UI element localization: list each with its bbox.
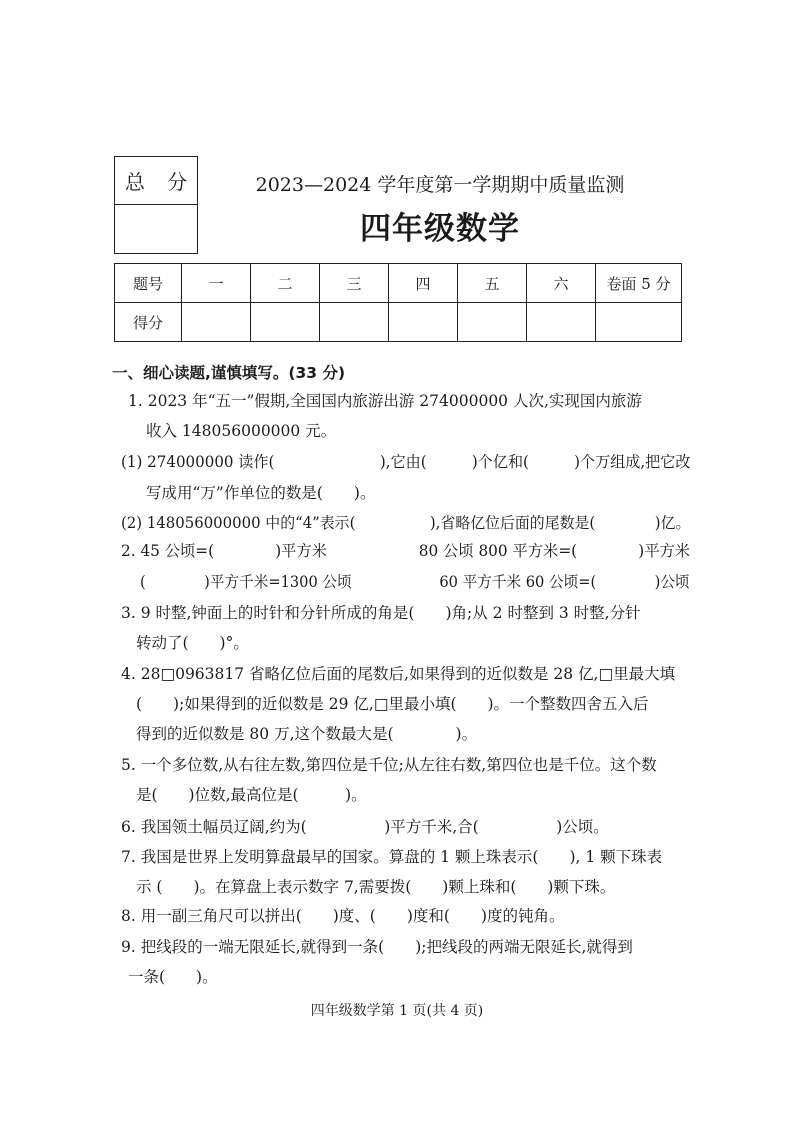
question-line: (1) 274000000 读作( ),它由( )个亿和( )个万组成,把它改	[121, 453, 691, 471]
question-line: 4. 28□0963817 省略亿位后面的尾数后,如果得到的近似数是 28 亿,□里最大填	[121, 665, 676, 683]
score-cell	[596, 303, 682, 342]
question-line: ( );如果得到的近似数是 29 亿,□里最小填( )。一个整数四舍五入后	[136, 695, 649, 713]
question-line: 5. 一个多位数,从右往左数,第四位是千位;从左往右数,第四位也是千位。这个数	[121, 756, 657, 774]
question-line: 一条( )。	[128, 968, 218, 986]
question-line: 3. 9 时整,钟面上的时针和分针所成的角是( )角;从 2 时整到 3 时整,分针	[121, 604, 641, 622]
score-cell	[458, 303, 527, 342]
question-line: 是( )位数,最高位是( )。	[136, 786, 367, 804]
exam-subtitle: 2023—2024 学年度第一学期期中质量监测	[255, 174, 625, 196]
total-score-field	[115, 205, 197, 253]
column-header-1: 一	[182, 264, 251, 303]
column-header-2: 二	[251, 264, 320, 303]
question-line: ( )平方千米=1300 公顷 60 平方千米 60 公顷=( )公顷	[140, 573, 690, 591]
question-line: 得到的近似数是 80 万,这个数最大是( )。	[136, 725, 478, 743]
column-header-3: 三	[320, 264, 389, 303]
question-line: 9. 把线段的一端无限延长,就得到一条( );把线段的两端无限延长,就得到	[121, 938, 633, 956]
row-header-score: 得分	[115, 303, 182, 342]
score-cell	[527, 303, 596, 342]
total-score-label: 总 分	[115, 157, 197, 205]
page-footer: 四年级数学第 1 页(共 4 页)	[310, 1003, 484, 1019]
exam-title: 四年级数学	[360, 211, 520, 247]
question-line: 7. 我国是世界上发明算盘最早的国家。算盘的 1 颗上珠表示( ), 1 颗下珠表	[121, 848, 663, 866]
question-line: 6. 我国领土幅员辽阔,约为( )平方千米,合( )公顷。	[121, 818, 609, 836]
question-line: 示 ( )。在算盘上表示数字 7,需要拨( )颗上珠和( )颗下珠。	[136, 878, 616, 896]
question-line: 收入 148056000000 元。	[146, 422, 337, 440]
score-cell	[320, 303, 389, 342]
column-header-neatness: 卷面 5 分	[596, 264, 682, 303]
section-1-heading: 一、细心读题,谨慎填写。(33 分)	[112, 364, 346, 382]
total-score-box	[114, 156, 198, 254]
column-header-5: 五	[458, 264, 527, 303]
row-header-question-no: 题号	[115, 264, 182, 303]
score-table	[114, 263, 682, 342]
question-line: (2) 148056000000 中的“4”表示( ),省略亿位后面的尾数是( )亿。	[121, 514, 691, 532]
column-header-6: 六	[527, 264, 596, 303]
question-line: 8. 用一副三角尺可以拼出( )度、( )度和( )度的钝角。	[121, 907, 565, 925]
score-table-row-scores	[115, 303, 682, 342]
score-cell	[182, 303, 251, 342]
question-line: 转动了( )°。	[136, 634, 249, 652]
column-header-4: 四	[389, 264, 458, 303]
score-cell	[251, 303, 320, 342]
question-line: 1. 2023 年“五一”假期,全国国内旅游出游 274000000 人次,实现国内旅游	[128, 392, 642, 410]
question-line: 2. 45 公顷=( )平方米 80 公顷 800 平方米=( )平方米	[121, 542, 691, 560]
question-line: 写成用“万”作单位的数是( )。	[146, 484, 376, 502]
score-table-row-questions	[115, 264, 682, 303]
score-cell	[389, 303, 458, 342]
